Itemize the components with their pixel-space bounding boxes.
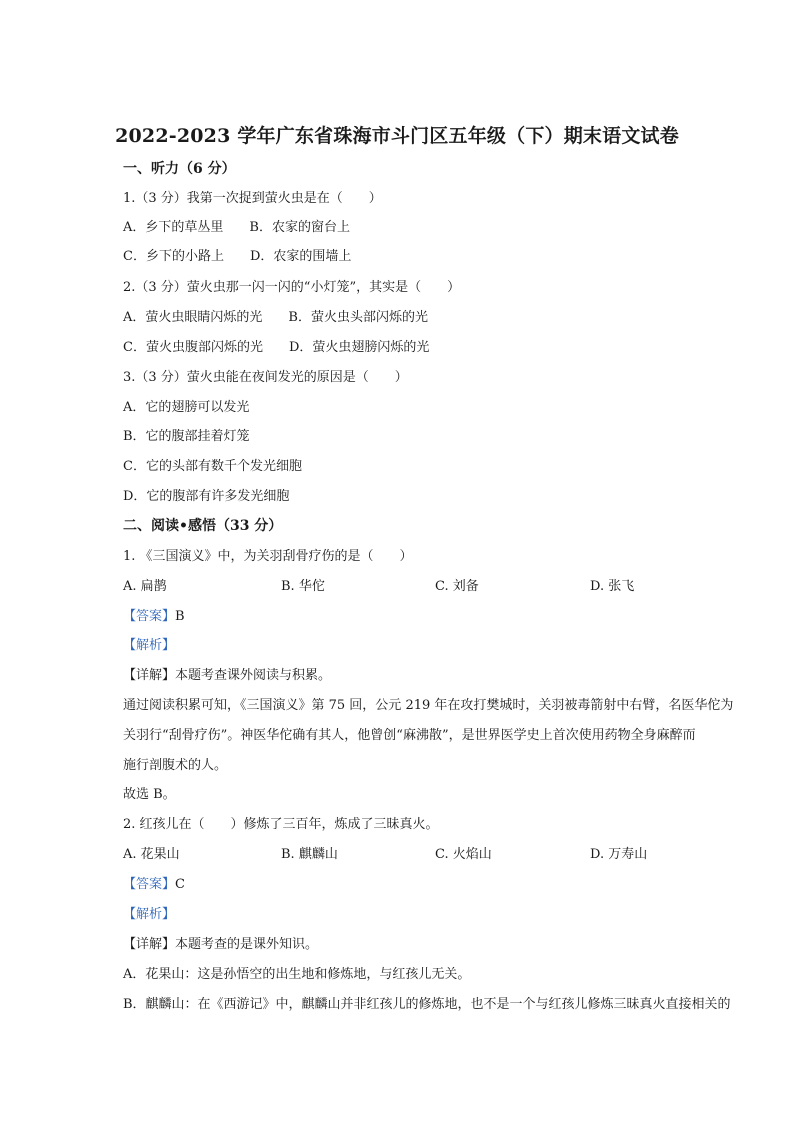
exam-title: 2022-2023 学年广东省珠海市斗门区五年级（下）期末语文试卷 (115, 125, 679, 147)
s2-q2-option-c: C. 火焰山 (435, 847, 492, 862)
s2-q2-answer (123, 876, 185, 894)
s2-q1-paragraph-line-1: 通过阅读积累可知，《三国演义》第 75 回，公元 219 年在攻打樊城时，关羽被毒箭射中右臂，名医华佗为 (123, 698, 734, 713)
s1-q1-options-cd: C．乡下的小路上 D．农家的围墙上 (123, 249, 352, 264)
section2-heading: 二、阅读•感悟（33 分） (123, 518, 283, 534)
s2-q2-analysis-label: 【解析】 (123, 907, 176, 922)
s2-q1-option-c: C. 刘备 (435, 579, 479, 594)
s1-q3-option-a: A．它的翅膀可以发光 (123, 400, 250, 415)
s1-q2-options-ab: A．萤火虫眼睛闪烁的光 B．萤火虫头部闪烁的光 (123, 310, 428, 325)
s1-q1-stem: 1.（3 分）我第一次捉到萤火虫是在（ ） (123, 191, 382, 206)
s2-q2-stem: 2. 红孩儿在（ ）修炼了三百年，炼成了三昧真火。 (123, 817, 439, 832)
s1-q2-options-cd: C．萤火虫腹部闪烁的光 D．萤火虫翅膀闪烁的光 (123, 340, 430, 355)
answer-label: 【答案】 (123, 877, 176, 892)
answer-value: B (175, 609, 185, 624)
s2-q2-detail: 【详解】本题考查的是课外知识。 (123, 937, 319, 952)
s2-q2-option-d: D. 万寿山 (590, 847, 648, 862)
s2-q1-analysis-label: 【解析】 (123, 638, 176, 653)
s1-q3-option-c: C．它的头部有数千个发光细胞 (123, 459, 302, 474)
s2-q1-paragraph-line-3: 施行剖腹术的人。 (123, 758, 228, 773)
s1-q2-stem: 2.（3 分）萤火虫那一闪一闪的“小灯笼”，其实是（ ） (123, 280, 461, 295)
s2-q1-answer (123, 608, 185, 626)
answer-label: 【答案】 (123, 609, 176, 624)
s2-q1-option-a: A. 扁鹊 (123, 579, 167, 594)
s2-q1-option-b: B. 华佗 (281, 579, 325, 594)
s1-q1-options-ab: A．乡下的草丛里 B．农家的窗台上 (123, 220, 350, 235)
s2-q2-option-a-explanation: A．花果山：这是孙悟空的出生地和修炼地，与红孩儿无关。 (123, 967, 471, 982)
answer-value: C (175, 877, 185, 892)
section1-heading: 一、听力（6 分） (123, 161, 236, 177)
s1-q3-stem: 3.（3 分）萤火虫能在夜间发光的原因是（ ） (123, 370, 408, 385)
s2-q2-option-b-explanation: B．麒麟山：在《西游记》中，麒麟山并非红孩儿的修炼地，也不是一个与红孩儿修炼三昧真火直接相关的 (123, 997, 731, 1012)
s2-q1-option-d: D. 张飞 (590, 579, 635, 594)
s1-q3-option-b: B．它的腹部挂着灯笼 (123, 429, 250, 444)
s2-q2-option-b: B. 麒麟山 (281, 847, 338, 862)
s2-q1-paragraph-line-2: 关羽行“刮骨疗伤”。神医华佗确有其人，他曾创“麻沸散”，是世界医学史上首次使用药物全身麻醉而 (123, 728, 696, 743)
s1-q3-option-d: D．它的腹部有许多发光细胞 (123, 489, 290, 504)
s2-q1-stem: 1. 《三国演义》中，为关羽刮骨疗伤的是（ ） (123, 549, 413, 564)
s2-q2-option-a: A. 花果山 (123, 847, 180, 862)
s2-q1-conclusion: 故选 B。 (123, 787, 176, 802)
s2-q1-detail: 【详解】本题考查课外阅读与积累。 (123, 668, 332, 683)
